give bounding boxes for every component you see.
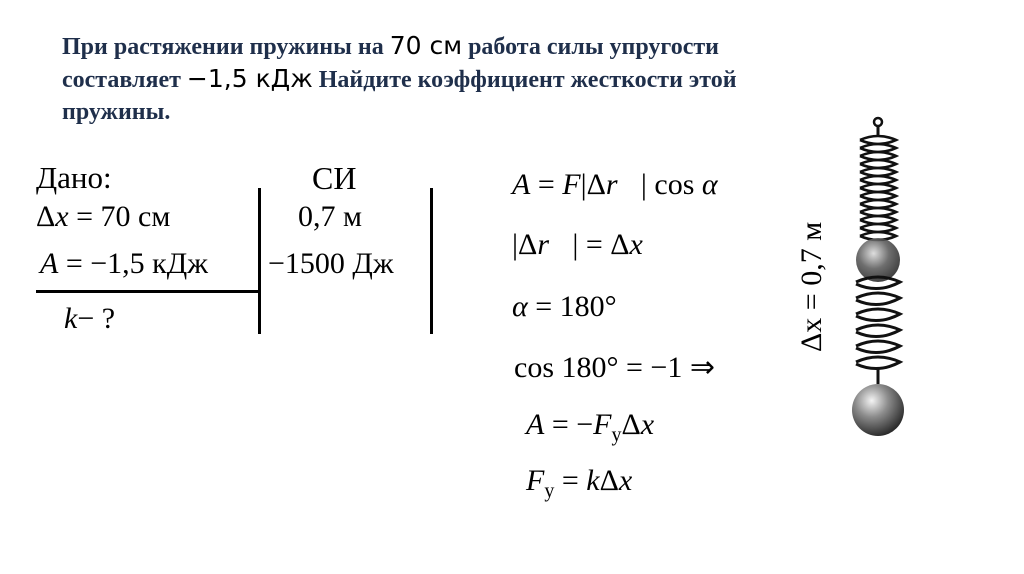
delta-symbol: Δ xyxy=(36,200,56,233)
eq-work-elastic xyxy=(526,408,654,447)
spring-illustration xyxy=(840,112,915,442)
problem-line-2 xyxy=(62,63,862,96)
given-si-divider xyxy=(258,188,261,334)
eq-text: = 180° xyxy=(527,290,617,323)
eq-hooke-law xyxy=(526,464,632,503)
var-alpha: α xyxy=(701,168,718,201)
eq-angle xyxy=(512,290,617,324)
si-header: СИ xyxy=(312,160,357,196)
eq-text: |Δ xyxy=(512,228,538,261)
eq-text: | = Δ xyxy=(572,228,630,261)
var-x: x xyxy=(55,200,69,233)
eq-cosine: cos 180° = −1 ⇒ xyxy=(514,351,715,384)
problem-line-1 xyxy=(62,30,862,63)
given-header: Дано: xyxy=(36,160,112,195)
problem-statement xyxy=(62,30,862,128)
displacement-label: Δx = 0,7 м xyxy=(795,221,828,352)
problem-text: Найдите коэффициент жесткости этой xyxy=(312,67,737,93)
si-right-border xyxy=(430,188,433,334)
var-A: A xyxy=(526,408,545,441)
var-x: x xyxy=(618,464,633,497)
problem-text: составляет xyxy=(62,67,187,93)
eq-text: | cos xyxy=(640,168,702,201)
problem-value-work: −1,5 кДж xyxy=(186,64,313,93)
delta-symbol: Δ xyxy=(599,464,619,497)
var-k: k xyxy=(64,302,78,335)
var-alpha: α xyxy=(512,290,528,323)
var-F: F xyxy=(562,168,581,201)
var-F: F xyxy=(593,408,612,441)
spring-icon xyxy=(840,112,915,442)
var-r: r⃗ xyxy=(605,168,641,201)
delta-symbol: Δ xyxy=(621,408,641,441)
eq-text: = − xyxy=(544,408,594,441)
problem-value-distance: 70 см xyxy=(389,31,463,60)
problem-line-3: пружины. xyxy=(62,99,171,125)
given-find-divider xyxy=(36,290,260,293)
subscript: у xyxy=(611,424,622,446)
var-F: F xyxy=(526,464,545,497)
value-text: − ? xyxy=(77,302,116,335)
eq-text: |Δ xyxy=(580,168,606,201)
si-row-dx: 0,7 м xyxy=(298,200,362,233)
given-row-dx xyxy=(36,200,170,234)
eq-sign: = xyxy=(530,168,563,201)
find-row xyxy=(64,302,115,336)
var-x: x xyxy=(629,228,643,261)
var-A: A xyxy=(512,168,531,201)
eq-work-definition xyxy=(512,168,718,202)
eq-displacement xyxy=(512,228,643,262)
var-x: x xyxy=(640,408,655,441)
problem-text: работа силы упругости xyxy=(462,34,719,60)
var-r: r⃗ xyxy=(537,228,573,261)
eq-sign: = xyxy=(554,464,587,497)
problem-text: При растяжении пружины на xyxy=(62,34,390,60)
var-A: A xyxy=(40,247,59,280)
si-row-work: −1500 Дж xyxy=(268,247,394,280)
var-k: k xyxy=(586,464,600,497)
given-row-work xyxy=(40,247,208,281)
value-text: = 70 см xyxy=(68,200,171,233)
subscript: у xyxy=(544,480,555,502)
value-text: = −1,5 кДж xyxy=(58,247,208,280)
